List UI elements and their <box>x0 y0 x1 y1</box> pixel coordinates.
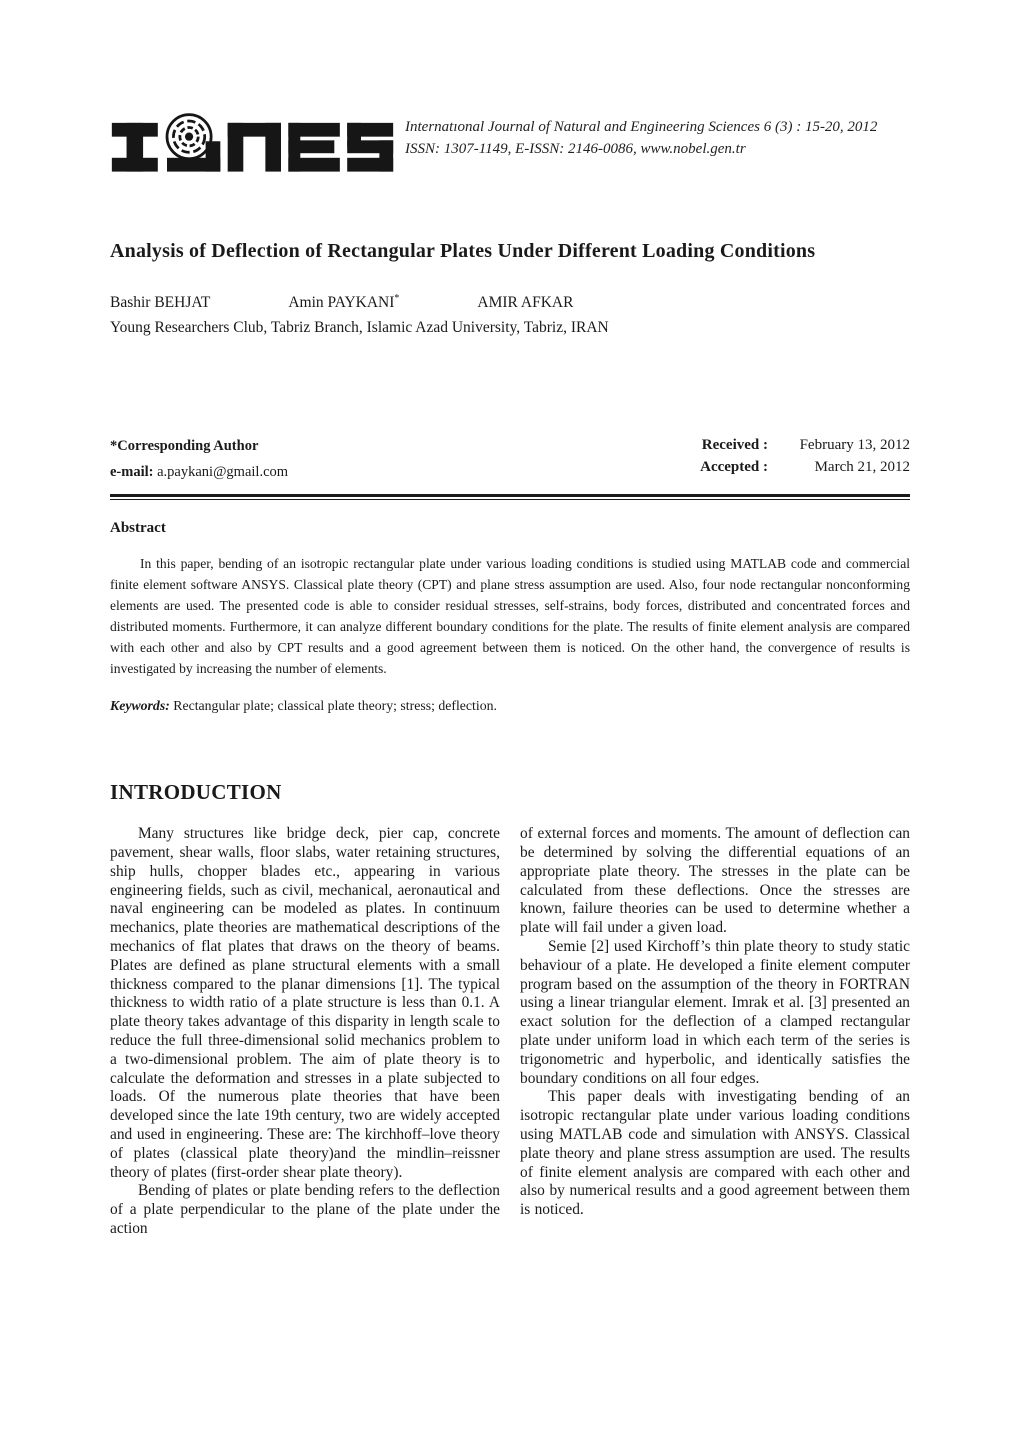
author-3 <box>477 293 573 312</box>
journal-info <box>405 116 877 160</box>
two-column-body <box>110 825 910 1239</box>
introduction-heading: INTRODUCTION <box>110 780 282 805</box>
right-column <box>520 825 910 1239</box>
email-line <box>110 459 288 485</box>
email-value: a.paykani@gmail.com <box>157 463 289 480</box>
keywords-label: Keywords: <box>110 698 170 714</box>
author-1 <box>110 293 210 312</box>
header-divider <box>110 494 910 501</box>
author-2-marker: * <box>394 292 400 304</box>
keywords-line <box>110 698 910 714</box>
keywords-text: Rectangular plate; classical plate theory; stress; deflection. <box>169 698 497 714</box>
intro-paragraph: This paper deals with investigating bending of an isotropic rectangular plate under various loading conditions using MATLAB code and simulation with ANSYS. Classical plate theory and plane stress assumption are used. The results of finite element analysis are compared with each other and also by numerical results and a good agreement between them is noticed. <box>520 1088 910 1219</box>
author-2 <box>288 293 399 312</box>
accepted-value: March 21, 2012 <box>814 458 910 475</box>
author-2-name: Amin PAYKANI <box>288 293 395 311</box>
divider-thin-line <box>110 499 910 501</box>
journal-issn-line: ISSN: 1307-1149, E-ISSN: 2146-0086, www.nobel.gen.tr <box>405 141 746 157</box>
paper-title: Analysis of Deflection of Rectangular Plates Under Different Loading Conditions <box>110 239 816 262</box>
received-value: February 13, 2012 <box>799 436 910 453</box>
received-label: Received : <box>701 436 768 453</box>
dates-block <box>700 437 910 476</box>
email-label: e-mail: <box>110 463 154 480</box>
accepted-label: Accepted : <box>700 458 768 475</box>
journal-header <box>110 108 910 184</box>
corresponding-author-block <box>110 433 288 485</box>
correspondence-row <box>110 433 910 485</box>
intro-paragraph: Many structures like bridge deck, pier cap, concrete pavement, shear walls, floor slabs, water retaining structures, ship hulls, chopper blades etc., appearing in various engineering fields, such as civil, mechanical, aeronautical and naval engineering can be modeled as plates. In continuum mechanics, plate theories are mathematical descriptions of the mechanics of flat plates that draws on the theory of beams. Plates are defined as plane structural elements with a small thickness compared to the planar dimensions [1]. The typical thickness to width ratio of a plate structure is less than 0.1. A plate theory takes advantage of this disparity in length scale to reduce the full three-dimensional solid mechanics problem to a two-dimensional problem. The aim of plate theory is to calculate the deformation and stresses in a plate subjected to loads. Of the numerous plate theories that have been developed since the late 19th century, two are widely accepted and used in engineering. These are: The kirchhoff–love theory of plates (classical plate theory)and the mindlin–reissner theory of plates (first-order shear plate theory). <box>110 825 500 1181</box>
abstract-text: In this paper, bending of an isotropic rectangular plate under various loading conditions is studied using MATLAB code and commercial finite element software ANSYS. Classical plate theory (CPT) and plane stress assumption are used. Also, four node rectangular nonconforming elements are used. The presented code is able to consider residual stresses, self-strains, body forces, distributed and concentrated forces and distributed moments. Furthermore, it can analyze different boundary conditions for the plate. The results of finite element analysis are compared with each other and also by CPT results and a good agreement between them is noticed. On the other hand, the convergence of results is investigated by increasing the number of elements. <box>110 556 910 677</box>
author-1-name: Bashir BEHJAT <box>110 293 211 311</box>
intro-paragraph: Semie [2] used Kirchoff’s thin plate theory to study static behaviour of a plate. He developed a finite element computer program based on the assumption of the theory in FORTRAN using a linear triangular element. Imrak et al. [3] presented an exact solution for the deflection of a clamped rectangular plate under uniform load in which each term of the series is trigonometric and hyperbolic, and identically satisfies the boundary conditions on all four edges. <box>520 937 910 1087</box>
authors-row <box>110 293 910 312</box>
intro-paragraph: of external forces and moments. The amount of deflection can be determined by solving the differential equations of an appropriate plate theory. The stresses in the plate can be calculated from these deflections. Once the stresses are known, failure theories can be used to determine whether a plate will fail under a given load. <box>520 825 910 937</box>
ijnes-logo-icon <box>110 110 395 184</box>
journal-citation-line: Internatıonal Journal of Natural and Engineering Sciences 6 (3) : 15-20, 2012 <box>405 119 878 135</box>
left-column <box>110 825 500 1239</box>
abstract-heading: Abstract <box>110 520 166 537</box>
intro-paragraph: Bending of plates or plate bending refers to the deflection of a plate perpendicular to the plane of the plate under the action <box>110 1182 500 1237</box>
affiliation: Young Researchers Club, Tabriz Branch, Islamic Azad University, Tabriz, IRAN <box>110 318 609 336</box>
author-3-name: AMIR AFKAR <box>477 293 574 311</box>
corresponding-author-label: *Corresponding Author <box>110 437 259 454</box>
